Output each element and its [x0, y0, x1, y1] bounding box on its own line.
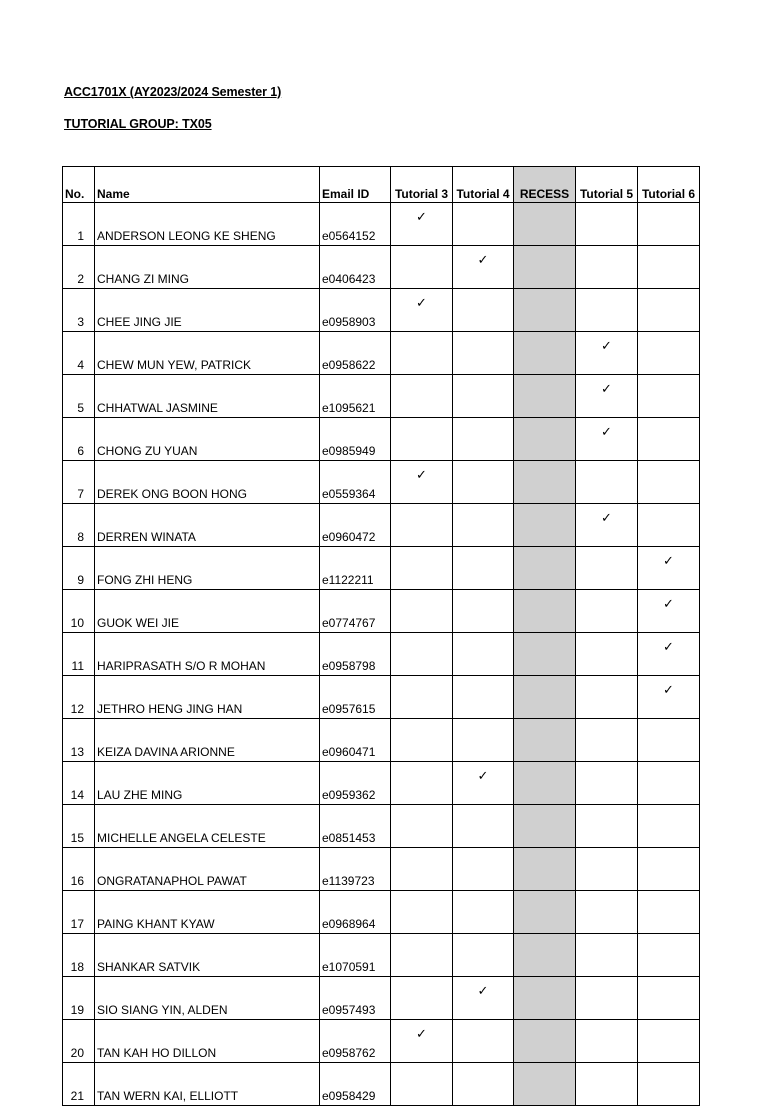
tutorial-4-check [453, 547, 514, 590]
tutorial-5-check [576, 203, 638, 246]
table-header-row [63, 167, 700, 203]
recess-cell [514, 246, 576, 289]
tutorial-4-check [453, 332, 514, 375]
tutorial-3-check [391, 246, 453, 289]
email-id: e0968964 [320, 891, 391, 934]
recess-cell [514, 1020, 576, 1063]
tutorial-6-check [638, 203, 700, 246]
tutorial-6-check: ✓ [638, 676, 700, 719]
student-name: TAN WERN KAI, ELLIOTT [95, 1063, 320, 1106]
column-header-tutorial-6: Tutorial 6 [638, 167, 700, 203]
recess-cell [514, 805, 576, 848]
tutorial-6-check: ✓ [638, 547, 700, 590]
table-row [63, 203, 700, 246]
recess-cell [514, 375, 576, 418]
row-number: 4 [63, 332, 95, 375]
tutorial-3-check [391, 504, 453, 547]
tutorial-6-check [638, 289, 700, 332]
email-id: e0406423 [320, 246, 391, 289]
tutorial-6-check [638, 461, 700, 504]
attendance-table [62, 166, 700, 1106]
column-header-tutorial-5: Tutorial 5 [576, 167, 638, 203]
tutorial-5-check [576, 633, 638, 676]
row-number: 9 [63, 547, 95, 590]
tutorial-4-check [453, 289, 514, 332]
tutorial-6-check: ✓ [638, 633, 700, 676]
tutorial-6-check [638, 504, 700, 547]
table-row [63, 1063, 700, 1106]
tutorial-group-title: TUTORIAL GROUP: TX05 [64, 117, 212, 131]
email-id: e1122211 [320, 547, 391, 590]
row-number: 1 [63, 203, 95, 246]
table-row [63, 418, 700, 461]
student-name: SHANKAR SATVIK [95, 934, 320, 977]
recess-cell [514, 461, 576, 504]
table-row [63, 848, 700, 891]
tutorial-3-check [391, 719, 453, 762]
tutorial-3-check [391, 805, 453, 848]
table-row [63, 246, 700, 289]
tutorial-4-check [453, 1020, 514, 1063]
row-number: 2 [63, 246, 95, 289]
student-name: DEREK ONG BOON HONG [95, 461, 320, 504]
tutorial-5-check [576, 676, 638, 719]
tutorial-5-check: ✓ [576, 332, 638, 375]
recess-cell [514, 719, 576, 762]
tutorial-6-check [638, 934, 700, 977]
row-number: 11 [63, 633, 95, 676]
tutorial-5-check: ✓ [576, 418, 638, 461]
tutorial-3-check [391, 891, 453, 934]
tutorial-3-check [391, 676, 453, 719]
tutorial-4-check [453, 891, 514, 934]
recess-cell [514, 332, 576, 375]
student-name: ONGRATANAPHOL PAWAT [95, 848, 320, 891]
table-row [63, 977, 700, 1020]
email-id: e0958762 [320, 1020, 391, 1063]
recess-cell [514, 762, 576, 805]
email-id: e0957493 [320, 977, 391, 1020]
tutorial-6-check: ✓ [638, 590, 700, 633]
tutorial-5-check [576, 289, 638, 332]
tutorial-5-check: ✓ [576, 504, 638, 547]
tutorial-4-check: ✓ [453, 977, 514, 1020]
table-row [63, 547, 700, 590]
tutorial-4-check [453, 418, 514, 461]
table-row [63, 676, 700, 719]
email-id: e0985949 [320, 418, 391, 461]
table-row [63, 504, 700, 547]
table-row [63, 375, 700, 418]
row-number: 18 [63, 934, 95, 977]
tutorial-5-check [576, 1063, 638, 1106]
tutorial-4-check [453, 848, 514, 891]
tutorial-4-check [453, 719, 514, 762]
column-header-recess: RECESS [514, 167, 576, 203]
tutorial-4-check [453, 676, 514, 719]
tutorial-5-check [576, 977, 638, 1020]
tutorial-6-check [638, 848, 700, 891]
table-row [63, 590, 700, 633]
tutorial-5-check [576, 461, 638, 504]
tutorial-3-check [391, 418, 453, 461]
email-id: e0958429 [320, 1063, 391, 1106]
table-row [63, 289, 700, 332]
tutorial-4-check [453, 590, 514, 633]
tutorial-4-check [453, 1063, 514, 1106]
tutorial-3-check: ✓ [391, 203, 453, 246]
email-id: e1095621 [320, 375, 391, 418]
email-id: e0564152 [320, 203, 391, 246]
tutorial-5-check [576, 1020, 638, 1063]
tutorial-3-check [391, 1063, 453, 1106]
row-number: 13 [63, 719, 95, 762]
student-name: CHEE JING JIE [95, 289, 320, 332]
table-row [63, 891, 700, 934]
tutorial-6-check [638, 762, 700, 805]
email-id: e1070591 [320, 934, 391, 977]
tutorial-5-check: ✓ [576, 375, 638, 418]
student-name: HARIPRASATH S/O R MOHAN [95, 633, 320, 676]
tutorial-6-check [638, 332, 700, 375]
recess-cell [514, 203, 576, 246]
student-name: CHEW MUN YEW, PATRICK [95, 332, 320, 375]
tutorial-4-check [453, 633, 514, 676]
tutorial-3-check [391, 375, 453, 418]
tutorial-4-check [453, 934, 514, 977]
tutorial-5-check [576, 719, 638, 762]
column-header-tutorial-4: Tutorial 4 [453, 167, 514, 203]
tutorial-3-check [391, 590, 453, 633]
row-number: 10 [63, 590, 95, 633]
recess-cell [514, 676, 576, 719]
row-number: 7 [63, 461, 95, 504]
tutorial-3-check [391, 633, 453, 676]
tutorial-6-check [638, 246, 700, 289]
email-id: e0958903 [320, 289, 391, 332]
tutorial-3-check [391, 848, 453, 891]
tutorial-6-check [638, 719, 700, 762]
table-row [63, 805, 700, 848]
table-row [63, 633, 700, 676]
tutorial-3-check [391, 977, 453, 1020]
recess-cell [514, 418, 576, 461]
tutorial-4-check: ✓ [453, 246, 514, 289]
tutorial-3-check: ✓ [391, 1020, 453, 1063]
email-id: e0959362 [320, 762, 391, 805]
tutorial-3-check: ✓ [391, 461, 453, 504]
recess-cell [514, 289, 576, 332]
row-number: 12 [63, 676, 95, 719]
column-header-no: No. [63, 167, 95, 203]
tutorial-6-check [638, 891, 700, 934]
table-row [63, 461, 700, 504]
student-name: DERREN WINATA [95, 504, 320, 547]
student-name: ANDERSON LEONG KE SHENG [95, 203, 320, 246]
tutorial-4-check: ✓ [453, 762, 514, 805]
student-name: LAU ZHE MING [95, 762, 320, 805]
row-number: 15 [63, 805, 95, 848]
student-name: MICHELLE ANGELA CELESTE [95, 805, 320, 848]
tutorial-4-check [453, 805, 514, 848]
email-id: e0851453 [320, 805, 391, 848]
row-number: 19 [63, 977, 95, 1020]
tutorial-5-check [576, 590, 638, 633]
student-name: PAING KHANT KYAW [95, 891, 320, 934]
table-row [63, 934, 700, 977]
recess-cell [514, 934, 576, 977]
tutorial-5-check [576, 547, 638, 590]
recess-cell [514, 891, 576, 934]
tutorial-4-check [453, 375, 514, 418]
tutorial-6-check [638, 977, 700, 1020]
student-name: KEIZA DAVINA ARIONNE [95, 719, 320, 762]
student-name: TAN KAH HO DILLON [95, 1020, 320, 1063]
tutorial-4-check [453, 461, 514, 504]
row-number: 8 [63, 504, 95, 547]
recess-cell [514, 504, 576, 547]
row-number: 21 [63, 1063, 95, 1106]
email-id: e1139723 [320, 848, 391, 891]
student-name: CHONG ZU YUAN [95, 418, 320, 461]
recess-cell [514, 848, 576, 891]
recess-cell [514, 547, 576, 590]
email-id: e0958798 [320, 633, 391, 676]
recess-cell [514, 977, 576, 1020]
student-name: CHANG ZI MING [95, 246, 320, 289]
tutorial-5-check [576, 891, 638, 934]
tutorial-3-check: ✓ [391, 289, 453, 332]
email-id: e0957615 [320, 676, 391, 719]
email-id: e0960472 [320, 504, 391, 547]
student-name: FONG ZHI HENG [95, 547, 320, 590]
column-header-email: Email ID [320, 167, 391, 203]
tutorial-6-check [638, 418, 700, 461]
course-title: ACC1701X (AY2023/2024 Semester 1) [64, 85, 282, 99]
tutorial-3-check [391, 762, 453, 805]
email-id: e0774767 [320, 590, 391, 633]
tutorial-5-check [576, 762, 638, 805]
table-row [63, 762, 700, 805]
table-row [63, 719, 700, 762]
column-header-tutorial-3: Tutorial 3 [391, 167, 453, 203]
tutorial-3-check [391, 547, 453, 590]
tutorial-3-check [391, 332, 453, 375]
row-number: 16 [63, 848, 95, 891]
email-id: e0958622 [320, 332, 391, 375]
row-number: 14 [63, 762, 95, 805]
tutorial-3-check [391, 934, 453, 977]
row-number: 20 [63, 1020, 95, 1063]
tutorial-5-check [576, 848, 638, 891]
student-name: CHHATWAL JASMINE [95, 375, 320, 418]
tutorial-4-check [453, 504, 514, 547]
recess-cell [514, 1063, 576, 1106]
row-number: 17 [63, 891, 95, 934]
column-header-name: Name [95, 167, 320, 203]
tutorial-5-check [576, 805, 638, 848]
table-body [63, 203, 700, 1106]
row-number: 5 [63, 375, 95, 418]
recess-cell [514, 590, 576, 633]
student-name: SIO SIANG YIN, ALDEN [95, 977, 320, 1020]
student-name: JETHRO HENG JING HAN [95, 676, 320, 719]
tutorial-6-check [638, 805, 700, 848]
tutorial-6-check [638, 375, 700, 418]
tutorial-6-check [638, 1020, 700, 1063]
tutorial-6-check [638, 1063, 700, 1106]
recess-cell [514, 633, 576, 676]
table-row [63, 332, 700, 375]
tutorial-4-check [453, 203, 514, 246]
table-row [63, 1020, 700, 1063]
tutorial-5-check [576, 934, 638, 977]
row-number: 3 [63, 289, 95, 332]
row-number: 6 [63, 418, 95, 461]
email-id: e0559364 [320, 461, 391, 504]
tutorial-5-check [576, 246, 638, 289]
student-name: GUOK WEI JIE [95, 590, 320, 633]
email-id: e0960471 [320, 719, 391, 762]
